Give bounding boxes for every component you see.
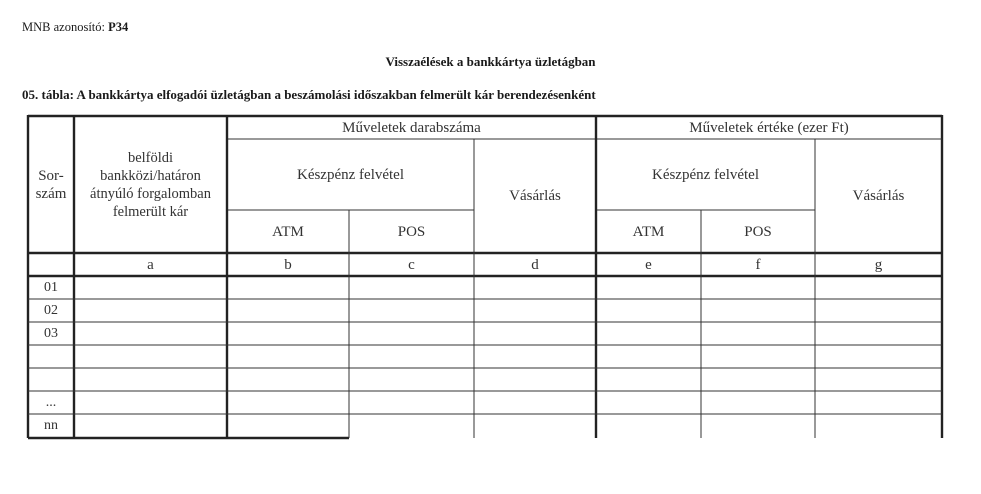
- column-letter-e: e: [645, 256, 652, 273]
- row-label-02: 02: [44, 303, 58, 318]
- column-letter-g: g: [874, 256, 883, 273]
- page-title: Visszaélések a bankkártya üzletágban: [385, 54, 596, 69]
- column-letter-f: f: [755, 256, 761, 273]
- header-pos-ertek: POS: [744, 223, 772, 240]
- column-letter-d: d: [531, 256, 539, 273]
- header-muveletek-darabszama: Műveletek darabszáma: [342, 119, 481, 136]
- header-vasarlas-ertek: Vásárlás: [852, 188, 905, 204]
- column-letter-c: c: [408, 256, 415, 273]
- header-pos-darab: POS: [397, 223, 426, 240]
- header-muveletek-erteke: Műveletek értéke (ezer Ft): [689, 119, 849, 136]
- header-belfoldi: belföldi bankközi/határon átnyúló forgalomban felmerült kár: [90, 149, 211, 220]
- mnb-prefix: MNB azonosító:: [22, 20, 105, 34]
- header-atm-darab: ATM: [272, 223, 304, 240]
- column-letter-a: a: [147, 256, 154, 273]
- header-keszpenz-felvetel-darab: Készpénz felvétel: [296, 166, 405, 183]
- header-sorszam: Sor- szám: [35, 167, 67, 202]
- row-label-01: 01: [44, 280, 58, 295]
- row-label-nn: nn: [44, 418, 58, 433]
- header-atm-ertek: ATM: [632, 223, 665, 240]
- row-label-ellipsis: ...: [45, 395, 57, 410]
- table-caption: 05. tábla: A bankkártya elfogadói üzletágban a beszámolási időszakban felmerült kár berendezésenként: [22, 87, 596, 102]
- column-letter-b: b: [284, 256, 292, 273]
- row-label-03: 03: [44, 326, 58, 341]
- mnb-code: P34: [108, 20, 129, 34]
- header-keszpenz-felvetel-ertek: Készpénz felvétel: [651, 166, 760, 183]
- header-vasarlas-darab: Vásárlás: [509, 188, 561, 204]
